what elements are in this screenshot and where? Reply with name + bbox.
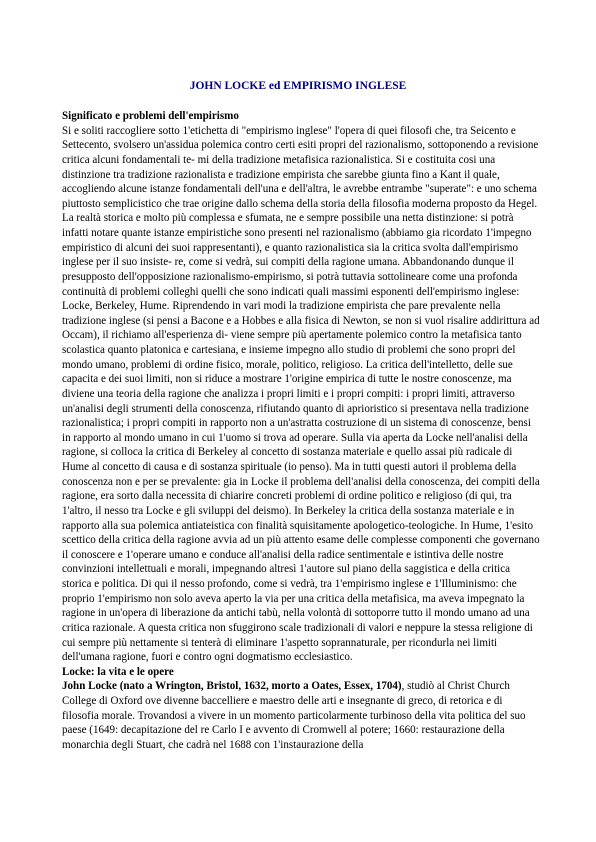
locke-bio-intro: John Locke (nato a Wrington, Bristol, 1632, morto a Oates, Essex, 1704): [62, 680, 402, 693]
section-paragraph-empirismo: Si e soliti raccogliere sotto 1'etichetta di "empirismo inglese" l'opera di quei filosofi che, tra Seicento e Settecento, svolsero un'assidua polemica contro certi esiti propri del razionalismo, sottoponendo a revisione critica alcuni fondamentali te- mi della tradizione metafisica razionalistica. Si e costituita cosi una distinzione tra tradizione razionalista e tradizione empirista che sarebbe giunta fino a Kant il quale, accogliendo alcune istanze fondamentali dell'una e dell'altra, le avrebbe entrambe "superate": e uno schema piuttosto semplicistico che trae origine dallo schema della storia della filosofia moderna proposto da Hegel. La realtà storica e molto più complessa e sfumata, ne e sempre possibile una netta distinzione: si potrà infatti notare quante istanze empiristiche sono presenti nel razionalismo (abbiamo gia ricordato 1'impegno empiristico di alcuni dei suoi rappresentanti), e quanto razionalistica sia la critica svolta dall'empirismo inglese per il suo insiste- re, come si vedrà, sui compiti della ragione umana. Abbandonando dunque il presupposto dell'opposizione razionalismo-empirismo, si potrà tuttavia sottolineare come una profonda continuità di problemi colleghi quelli che sono indicati quali massimi esponenti dell'empirismo inglese: Locke, Berkeley, Hume. Riprendendo in vari modi la tradizione empirista che pare prevalente nella tradizione inglese (si pensi a Bacone e a Hobbes e alla fisica di Newton, se non si vuol risalire addirittura ad Occam), il richiamo all'esperienza di- viene sempre più apertamente polemico contro la metafisica tanto scolastica quanto platonica e cartesiana, e insieme impegno allo studio di problemi che sono propri del mondo umano, problemi di ordine fisico, morale, politico, religioso. La critica dell'intelletto, delle sue capacita e dei suoi limiti, non si riduce a mostrare 1'origine empirica di tutte le nostre conoscenze, ma diviene una teoria della ragione che analizza i propri limiti e i propri compiti: i propri limiti, attraverso un'analisi degli strumenti della conoscenza, rifiutando quanto di aprioristico si presentava nella tradizione razionalistica; i propri compiti in rapporto non a un'astratta costruzione di un sistema di conoscenze, bensi in rapporto al mondo umano in cui 1'uomo si trova ad operare. Sulla via aperta da Locke nell'analisi della ragione, si colloca la critica di Berkeley al concetto di sostanza materiale e quello assai più radicale di Hume al concetto di causa e di sostanza spirituale (io penso). Ma in tutti questi autori il problema della conoscenza non e per se prevalente: gia in Locke il problema dell'analisi della conoscenza, dei compiti della ragione, era sorto dalla necessita di chiarire concreti problemi di ordine politico e religioso (di qui, tra 1'altro, il nesso tra Locke e gli sviluppi del deismo). In Berkeley la critica della sostanza materiale e in rapporto alla sua polemica antiateistica con finalità squisitamente apologetico-teologiche. In Hume, 1'esito scettico della critica della ragione avvia ad un più attento esame delle complesse componenti che governano il conoscere e 1'operare umano e conduce all'analisi della radice sentimentale e istintiva delle nostre convinzioni intellettuali e morali, impegnando altresì 1'autore sul piano della saggistica e della critica storica e politica. Di qui il nesso profondo, come si vedrà, tra 1'empirismo inglese e 1'Illuminismo: che proprio 1'empirismo non solo aveva aperto la via per una critica della metafisica, ma aveva impegnato la ragione in un'opera di liberazione da antichi tabù, nella volontà di sottoporre tutto il mondo umano ad una critica razionale. A questa critica non sfuggirono scale tradizionali di valori e neppure la stessa religione di cui sempre più nettamente si tenterà di eliminare 1'aspetto soprannaturale, per ricondurla nei limiti dell'umana ragione, fuori e contro ogni dogmatismo ecclesiastico.: [62, 124, 540, 664]
section-heading-locke: Locke: la vita e le opere: [62, 665, 174, 678]
section-paragraph-locke: [62, 679, 540, 752]
section-heading-empirismo: Significato e problemi dell'empirismo: [62, 110, 239, 122]
document-title: JOHN LOCKE ed EMPIRISMO INGLESE: [189, 80, 407, 92]
locke-bio-text: , studiò al Christ Church College di Oxford ove divenne baccelliere e maestro delle arti e insegnante di greco, di retorica e di filosofia morale. Trovandosi a vivere in un momento particolarmente turbinoso della vita politica del suo paese (1649: decapitazione del re Carlo I e avvento di Cromwell al potere; 1660: restaurazione della monarchia degli Stuart, che cadrà nel 1688 con 1'instaurazione della: [62, 680, 526, 751]
document-body: [62, 109, 540, 753]
